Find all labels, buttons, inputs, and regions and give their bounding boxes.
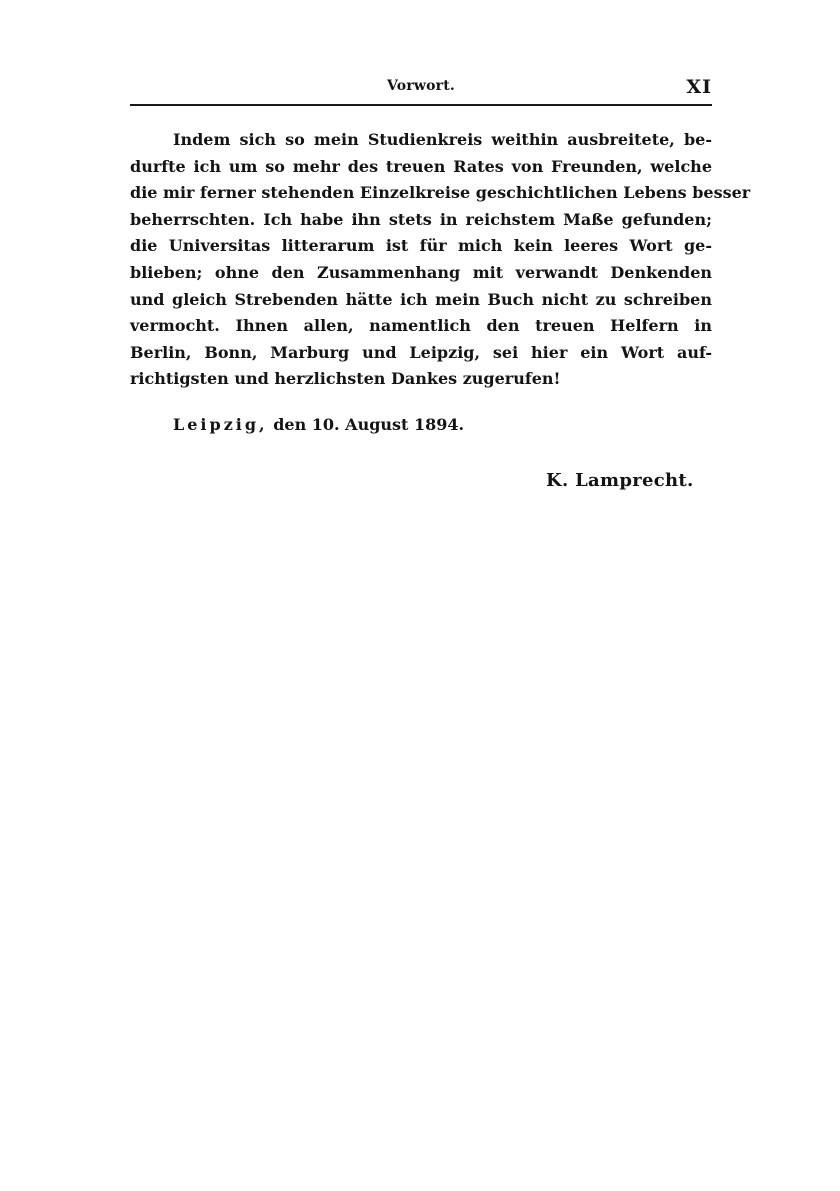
running-title: Vorwort. [387,78,455,94]
dateline [173,415,464,434]
dateline-date: den 10. August 1894. [273,415,465,434]
header-rule [130,104,712,106]
text-line: die Universitas litterarum ist für mich kein leeres Wort ge- [130,236,712,256]
preface-paragraph [130,127,751,393]
text-line: die mir ferner stehenden Einzelkreise geschichtlichen Lebens besser [130,183,751,203]
page-number: XI [686,76,712,98]
text-line: vermocht. Ihnen allen, namentlich den treuen Helfern in [130,316,712,336]
text-line: blieben; ohne den Zusammenhang mit verwandt Denkenden [130,262,712,282]
running-head [130,76,712,102]
text-line: Berlin, Bonn, Marburg und Leipzig, sei hier ein Wort auf- [130,342,712,362]
text-line: und gleich Strebenden hätte ich mein Buch nicht zu schreiben [130,289,712,309]
text-line: beherrschten. Ich habe ihn stets in reichstem Maße gefunden; [130,209,712,229]
dateline-place: Leipzig, [173,415,268,434]
author-signature: K. Lamprecht. [546,470,694,491]
text-line: richtigsten und herzlichsten Dankes zugerufen! [130,369,561,389]
text-line: durfte ich um so mehr des treuen Rates von Freunden, welche [130,156,712,176]
text-line: Indem sich so mein Studienkreis weithin ausbreitete, be- [173,130,712,149]
